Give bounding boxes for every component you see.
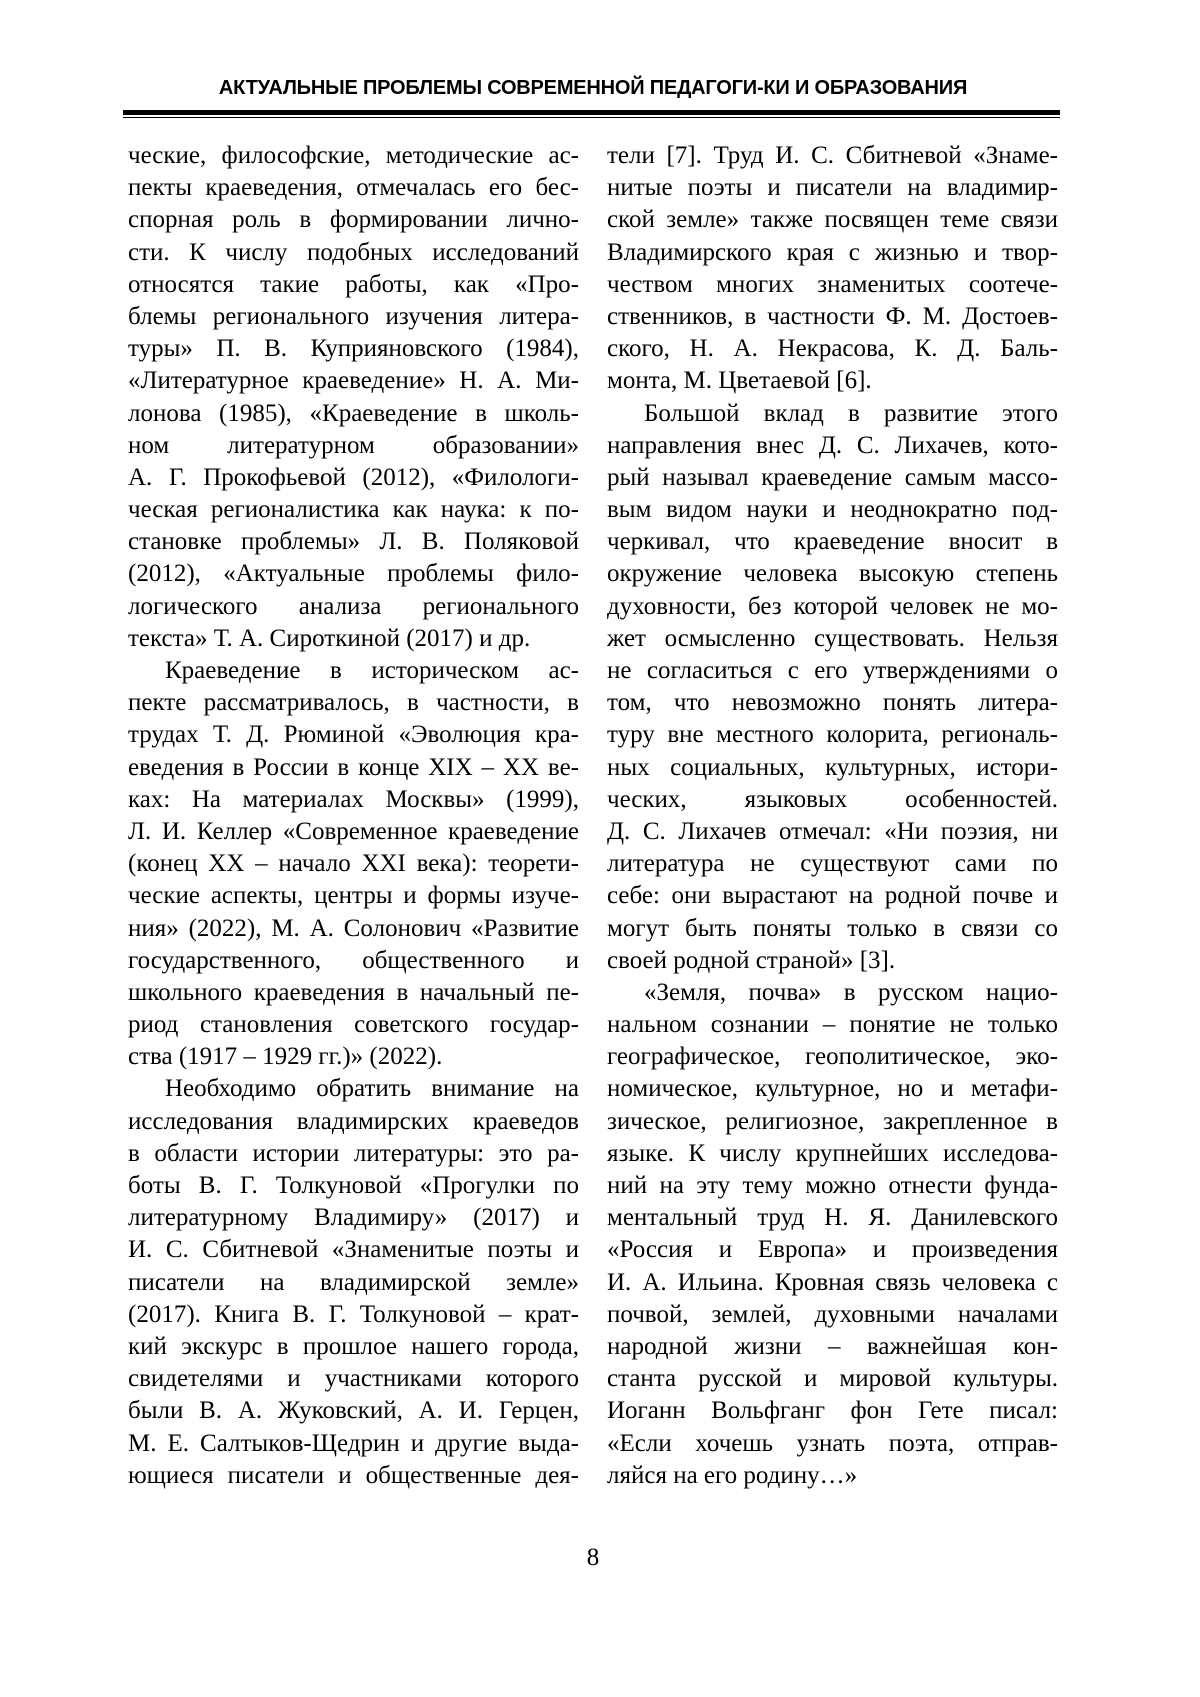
text-line: духовности, без которой человек не мо-	[607, 592, 1058, 620]
text-line: свидетелями и участниками которого	[128, 1365, 579, 1393]
text-line: кий экскурс в прошлое нашего города,	[128, 1332, 579, 1360]
text-line: ном литературном образовании»	[128, 431, 579, 459]
text-line: «Россия и Европа» и произведения	[607, 1236, 1058, 1264]
text-line: становке проблемы» Л. В. Поляковой	[128, 528, 579, 556]
text-line: ных социальных, культурных, истори-	[607, 753, 1058, 781]
text-line: ляйся на его родину…»	[607, 1461, 858, 1489]
text-line: Необходимо обратить внимание на	[165, 1075, 579, 1103]
text-line: текста» Т. А. Сироткиной (2017) и др.	[128, 624, 531, 652]
text-line: логического анализа регионального	[128, 592, 579, 620]
text-line: ческие аспекты, центры и формы изуче-	[128, 882, 579, 910]
text-line: языке. К числу крупнейших исследова-	[607, 1139, 1058, 1167]
text-line: «Если хочешь узнать поэта, отправ-	[607, 1429, 1058, 1457]
text-line: ний на эту тему можно отнести фунда-	[607, 1172, 1058, 1199]
text-line: И. А. Ильина. Кровная связь человека с	[607, 1268, 1058, 1296]
text-line: чеством многих знаменитых соотече-	[607, 270, 1058, 298]
text-line: (2017). Книга В. Г. Толкуновой – крат-	[128, 1300, 579, 1328]
text-line: «Земля, почва» в русском нацио-	[644, 978, 1058, 1006]
text-line: еведения в России в конце XIX – XX ве-	[128, 753, 579, 781]
text-line: «Литературное краеведение» Н. А. Ми-	[128, 367, 579, 395]
text-line: школьного краеведения в начальный пе-	[128, 978, 579, 1006]
page-number: 8	[586, 1543, 600, 1571]
text-line: ства (1917 – 1929 гг.)» (2022).	[128, 1043, 443, 1071]
text-line: спорная роль в формировании лично-	[128, 206, 579, 234]
text-line: жет осмысленно существовать. Нельзя	[607, 624, 1058, 652]
text-line: ческие, философские, методические ас-	[128, 142, 579, 169]
text-line: своей родной страной» [3].	[607, 946, 896, 974]
text-line: нальном сознании – понятие не только	[607, 1011, 1058, 1039]
text-line: (2012), «Актуальные проблемы фило-	[128, 560, 579, 588]
text-line: Большой вклад в развитие этого	[644, 399, 1058, 427]
text-line: ния» (2022), М. А. Солонович «Развитие	[128, 914, 579, 942]
running-header-title: АКТУАЛЬНЫЕ ПРОБЛЕМЫ СОВРЕМЕННОЙ ПЕДАГОГИ-КИ И ОБРАЗОВАНИЯ	[218, 77, 968, 99]
text-line: И. С. Сбитневой «Знаменитые поэты и	[128, 1236, 579, 1264]
text-line: рый называл краеведение самым массо-	[607, 463, 1058, 491]
text-line: ческих, языковых особенностей.	[607, 785, 1058, 813]
text-line: туру вне местного колорита, региональ-	[607, 721, 1058, 749]
text-line: Краеведение в историческом ас-	[165, 657, 579, 684]
text-line: нитые поэты и писатели на владимир-	[607, 174, 1058, 202]
text-line: в области истории литературы: это ра-	[128, 1139, 579, 1167]
text-line: ческая регионалистика как наука: к по-	[128, 496, 579, 524]
text-line: литературному Владимиру» (2017) и	[128, 1204, 579, 1232]
text-line: боты В. Г. Толкуновой «Прогулки по	[128, 1172, 579, 1199]
text-line: исследования владимирских краеведов	[128, 1107, 579, 1135]
text-line: М. Е. Салтыков-Щедрин и другие выда-	[128, 1429, 579, 1457]
text-line: ках: На материалах Москвы» (1999),	[128, 785, 579, 813]
text-line: ского, Н. А. Некрасова, К. Д. Баль-	[607, 335, 1058, 363]
left-column	[128, 140, 579, 1492]
text-line: зическое, религиозное, закрепленное в	[607, 1107, 1058, 1135]
header-divider-rule	[123, 110, 1060, 118]
text-line: почвой, землей, духовными началами	[607, 1300, 1058, 1328]
text-line: себе: они вырастают на родной почве и	[607, 882, 1058, 910]
text-line: пекты краеведения, отмечалась его бес-	[128, 174, 579, 202]
text-line: лонова (1985), «Краеведение в школь-	[128, 399, 579, 427]
text-line: риод становления советского государ-	[128, 1011, 579, 1039]
text-line: Владимирского края с жизнью и твор-	[607, 238, 1058, 266]
right-column	[607, 140, 1058, 1492]
text-line: литература не существуют сами по	[607, 850, 1058, 878]
text-line: тели [7]. Труд И. С. Сбитневой «Знаме-	[607, 142, 1058, 169]
text-line: были В. А. Жуковский, А. И. Герцен,	[128, 1397, 579, 1425]
text-line: Л. И. Келлер «Современное краеведение	[128, 817, 579, 845]
text-line: блемы регионального изучения литера-	[128, 302, 579, 330]
text-line: географическое, геополитическое, эко-	[607, 1043, 1058, 1071]
text-line: государственного, общественного и	[128, 946, 579, 974]
text-line: ственников, в частности Ф. М. Достоев-	[607, 302, 1058, 330]
text-line: (конец XX – начало XXI века): теорети-	[128, 850, 579, 878]
text-line: сти. К числу подобных исследований	[128, 238, 579, 266]
text-line: писатели на владимирской земле»	[128, 1268, 579, 1296]
text-line: туры» П. В. Куприяновского (1984),	[128, 335, 579, 363]
text-line: окружение человека высокую степень	[607, 560, 1058, 588]
two-column-text-block	[128, 140, 1058, 1492]
text-line: могут быть поняты только в связи со	[607, 914, 1058, 942]
text-line: народной жизни – важнейшая кон-	[607, 1332, 1058, 1360]
text-line: А. Г. Прокофьевой (2012), «Филологи-	[128, 463, 579, 491]
text-line: том, что невозможно понять литера-	[607, 689, 1058, 717]
text-line: трудах Т. Д. Рюминой «Эволюция кра-	[128, 721, 579, 749]
text-line: ской земле» также посвящен теме связи	[607, 206, 1058, 234]
text-line: ющиеся писатели и общественные дея-	[128, 1461, 579, 1489]
text-line: относятся такие работы, как «Про-	[128, 270, 579, 298]
text-line: не согласиться с его утверждениями о	[607, 657, 1058, 684]
text-line: Д. С. Лихачев отмечал: «Ни поэзия, ни	[607, 817, 1058, 845]
text-line: вым видом науки и неоднократно под-	[607, 496, 1058, 524]
text-line: черкивал, что краеведение вносит в	[607, 528, 1058, 556]
text-line: Иоганн Вольфганг фон Гете писал:	[607, 1397, 1058, 1425]
text-line: станта русской и мировой культуры.	[607, 1365, 1058, 1393]
text-line: номическое, культурное, но и метафи-	[607, 1075, 1058, 1103]
text-line: монта, М. Цветаевой [6].	[607, 367, 872, 395]
text-line: пекте рассматривалось, в частности, в	[128, 689, 579, 717]
text-line: ментальный труд Н. Я. Данилевского	[607, 1204, 1058, 1232]
text-line: направления внес Д. С. Лихачев, кото-	[607, 431, 1058, 459]
